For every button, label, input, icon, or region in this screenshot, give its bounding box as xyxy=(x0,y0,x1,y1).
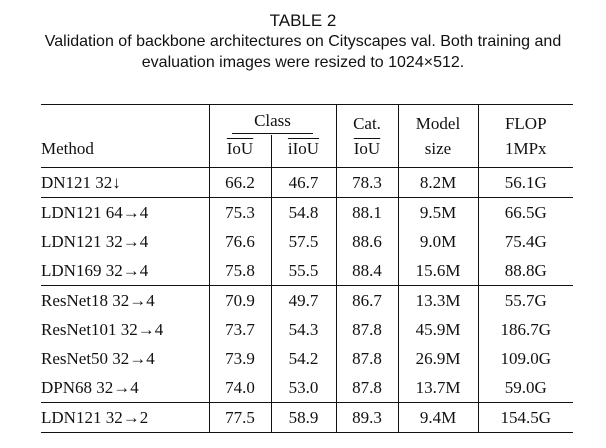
header-flop-unit: 1MPx xyxy=(478,135,573,168)
cell-method: ResNet50 32→4 xyxy=(41,348,155,368)
table-row xyxy=(41,256,573,286)
cell-method: ResNet101 32→4 xyxy=(41,319,164,339)
results-table xyxy=(41,104,573,433)
header-cat-iou: $\overline{IoU}$ xyxy=(336,135,398,168)
cell-iou: 70.9 xyxy=(209,286,271,316)
cell-iou: 76.6 xyxy=(209,227,271,256)
cell-iiou: 54.2 xyxy=(271,344,336,373)
cell-cat: 87.8 xyxy=(336,373,398,403)
cell-method: LDN169 32→4 xyxy=(41,260,149,280)
cell-flop: 66.5G xyxy=(478,198,573,228)
cell-cat: 88.1 xyxy=(336,198,398,228)
cell-iiou: 57.5 xyxy=(271,227,336,256)
cell-cat: 86.7 xyxy=(336,286,398,316)
cell-cat: 89.3 xyxy=(336,403,398,433)
cell-cat: 78.3 xyxy=(336,168,398,198)
cell-iou: 73.9 xyxy=(209,344,271,373)
header-class-group: Class xyxy=(209,105,336,136)
cell-cat: 87.8 xyxy=(336,344,398,373)
table-row xyxy=(41,227,573,256)
cell-method: DPN68 32→4 xyxy=(41,377,139,397)
header-iou: $\overline{IoU}$ xyxy=(209,135,271,168)
cell-method: LDN121 64→4 xyxy=(41,202,149,222)
cell-cat: 88.4 xyxy=(336,256,398,286)
cell-size: 45.9M xyxy=(398,315,478,344)
cell-flop: 154.5G xyxy=(478,403,573,433)
cell-size: 9.0M xyxy=(398,227,478,256)
table-label: TABLE 2 xyxy=(269,11,337,30)
header-model: Model xyxy=(398,105,478,136)
cell-flop: 56.1G xyxy=(478,168,573,198)
header-cat: Cat. xyxy=(336,105,398,136)
header-model-size: size xyxy=(398,135,478,168)
cell-flop: 75.4G xyxy=(478,227,573,256)
cell-iou: 75.8 xyxy=(209,256,271,286)
caption-text: Validation of backbone architectures on Cityscapes val. Both training and evaluation images were resized to 1024×512. xyxy=(44,33,562,71)
cell-iiou: 46.7 xyxy=(271,168,336,198)
table-row xyxy=(41,403,573,433)
cell-iou: 66.2 xyxy=(209,168,271,198)
cell-iiou: 54.8 xyxy=(271,198,336,228)
cell-iiou: 54.3 xyxy=(271,315,336,344)
cell-size: 15.6M xyxy=(398,256,478,286)
cell-cat: 88.6 xyxy=(336,227,398,256)
cell-flop: 59.0G xyxy=(478,373,573,403)
cell-iou: 73.7 xyxy=(209,315,271,344)
cell-iiou-best: 58.9 xyxy=(271,403,336,433)
table-row xyxy=(41,286,573,316)
cell-flop: 109.0G xyxy=(478,344,573,373)
table-row xyxy=(41,315,573,344)
cell-flop: 88.8G xyxy=(478,256,573,286)
cell-flop: 55.7G xyxy=(478,286,573,316)
cell-size: 9.4M xyxy=(398,403,478,433)
cell-size: 8.2M xyxy=(398,168,478,198)
header-method: Method xyxy=(41,139,94,158)
cell-method: ResNet18 32→4 xyxy=(41,290,155,310)
cell-method: LDN121 32→2 xyxy=(41,407,149,427)
cell-size: 9.5M xyxy=(398,198,478,228)
header-iiou: iIoU xyxy=(271,135,336,168)
cell-method: DN121 32↓ xyxy=(41,172,121,192)
header-method-spacer xyxy=(41,105,209,136)
cell-size: 13.3M xyxy=(398,286,478,316)
table-caption xyxy=(0,10,606,73)
table-row xyxy=(41,344,573,373)
cell-cat: 87.8 xyxy=(336,315,398,344)
cell-size: 13.7M xyxy=(398,373,478,403)
cell-method: LDN121 32→4 xyxy=(41,231,149,251)
cell-iiou: 49.7 xyxy=(271,286,336,316)
cell-iiou: 55.5 xyxy=(271,256,336,286)
cell-flop: 186.7G xyxy=(478,315,573,344)
cell-iiou: 53.0 xyxy=(271,373,336,403)
table-row xyxy=(41,198,573,228)
cell-iou-best: 77.5 xyxy=(209,403,271,433)
table-row xyxy=(41,373,573,403)
table-row xyxy=(41,168,573,198)
header-flop: FLOP xyxy=(478,105,573,136)
cell-iou: 75.3 xyxy=(209,198,271,228)
cell-size: 26.9M xyxy=(398,344,478,373)
cell-iou: 74.0 xyxy=(209,373,271,403)
